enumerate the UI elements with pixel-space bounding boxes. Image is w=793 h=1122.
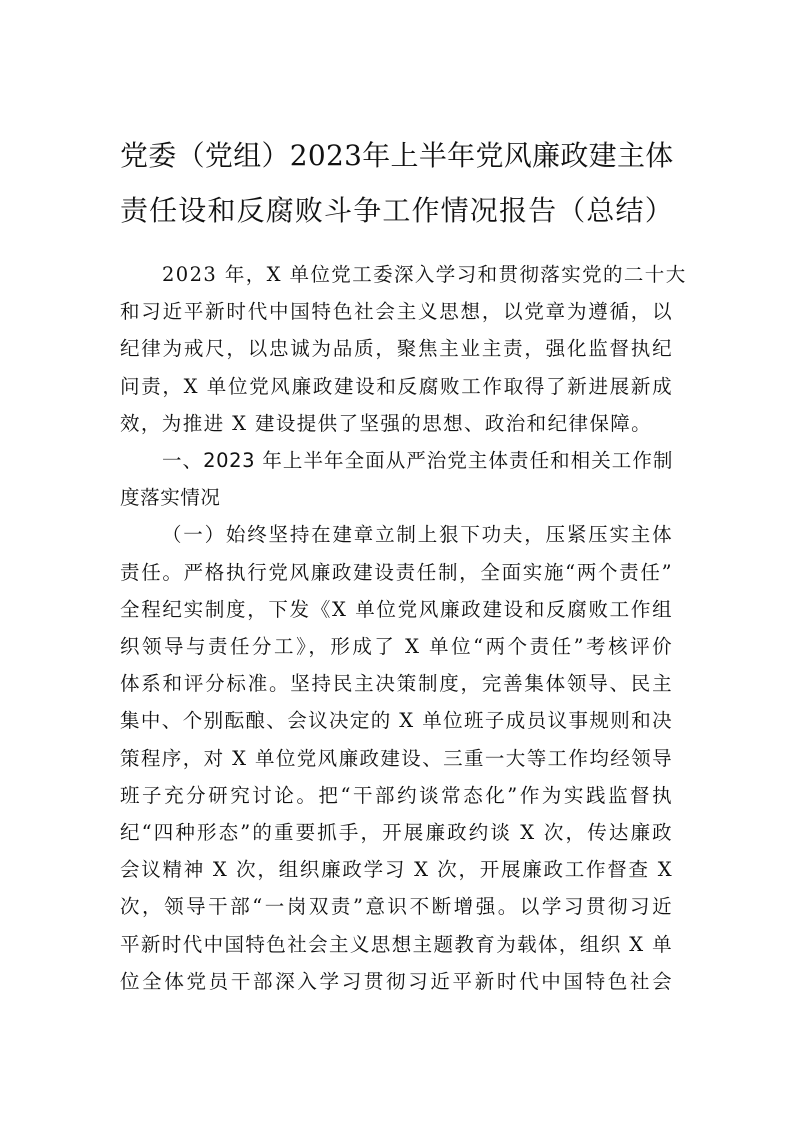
intro-paragraph bbox=[120, 256, 687, 442]
section-heading-1 bbox=[120, 442, 673, 516]
section1-paragraph-1 bbox=[120, 516, 673, 1000]
document-page bbox=[120, 128, 687, 1000]
text-line: 策程序，对 X 单位党风廉政建设、三重一大等工作均经领导 bbox=[120, 746, 673, 770]
title-line-1: 党委（党组）2023年上半年党风廉政建主体 bbox=[120, 139, 674, 172]
title-line-2: 责任设和反腐败斗争工作情况报告（总结） bbox=[120, 194, 673, 227]
heading-line: 一、2023 年上半年全面从严治党主体责任和相关工作制 bbox=[162, 449, 673, 473]
text-line: 会议精神 X 次，组织廉政学习 X 次，开展廉政工作督查 X bbox=[120, 858, 673, 882]
text-line: 集中、个别酝酿、会议决定的 X 单位班子成员议事规则和决 bbox=[120, 709, 673, 733]
text-line: 2023 年，X 单位党工委深入学习和贯彻落实党的二十大 bbox=[162, 263, 687, 286]
text-line: 次，领导干部“一岗双责”意识不断增强。以学习贯彻习近 bbox=[120, 895, 673, 919]
text-line: 平新时代中国特色社会主义思想主题教育为载体，组织 X 单 bbox=[120, 932, 673, 956]
text-line: 问责，X 单位党风廉政建设和反腐败工作取得了新进展新成 bbox=[120, 374, 673, 398]
document-title bbox=[120, 128, 673, 238]
text-line: 位全体党员干部深入学习贯彻习近平新时代中国特色社会 bbox=[120, 969, 673, 993]
text-line: （一）始终坚持在建章立制上狠下功夫，压紧压实主体 bbox=[162, 523, 673, 547]
text-line: 和习近平新时代中国特色社会主义思想，以党章为遵循，以 bbox=[120, 300, 673, 324]
text-line: 纪“四种形态”的重要抓手，开展廉政约谈 X 次，传达廉政 bbox=[120, 821, 673, 845]
text-line: 班子充分研究讨论。把“干部约谈常态化”作为实践监督执 bbox=[120, 783, 673, 807]
text-line: 效，为推进 X 建设提供了坚强的思想、政治和纪律保障。 bbox=[120, 411, 653, 435]
text-line: 纪律为戒尺，以忠诚为品质，聚焦主业主责，强化监督执纪 bbox=[120, 337, 673, 361]
text-line: 责任。严格执行党风廉政建设责任制，全面实施“两个责任” bbox=[120, 560, 673, 584]
text-line: 全程纪实制度，下发《X 单位党风廉政建设和反腐败工作组 bbox=[120, 597, 673, 621]
heading-line: 度落实情况 bbox=[120, 486, 221, 510]
text-line: 织领导与责任分工》，形成了 X 单位“两个责任”考核评价 bbox=[120, 635, 673, 659]
text-line: 体系和评分标准。坚持民主决策制度，完善集体领导、民主 bbox=[120, 672, 673, 696]
